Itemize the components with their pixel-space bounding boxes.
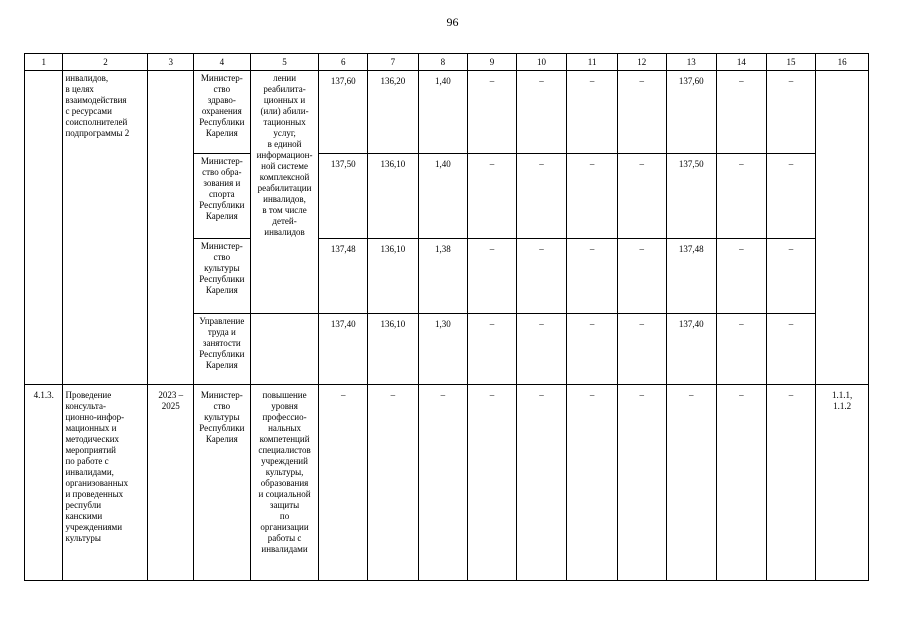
- value-cell: –: [468, 314, 517, 385]
- value-cell: 137,60: [666, 71, 717, 154]
- value-cell: –: [567, 239, 618, 314]
- value-cell: 1,40: [418, 71, 468, 154]
- value-cell: 137,40: [319, 314, 368, 385]
- value-cell: –: [666, 385, 717, 581]
- result-cell: повышение уровня профессио- нальных компетенций специалистов учреждений культуры, образования и социальной защиты по организации работы с инвалидами: [250, 385, 319, 581]
- column-number: 2: [63, 54, 148, 71]
- value-cell: 136,10: [368, 314, 419, 385]
- executor-cell: Министер- ство культуры Республики Карелия: [193, 385, 250, 581]
- row-number-cell: [25, 71, 63, 385]
- result-cell: лении реабилита- ционных и (или) абили- тационных услуг, в единой информацион- ной системе комплексной реабилитации инвалидов, в том числе детей- инвалидов: [250, 71, 319, 314]
- measure-name-cell: Проведение консульта- ционно-инфор- мационных и методических мероприятий по работе с инвалидами, организованных и проведенных республи канскими учреждениями культуры: [63, 385, 148, 581]
- value-cell: –: [617, 314, 666, 385]
- column-number: 7: [368, 54, 419, 71]
- value-cell: 1,40: [418, 154, 468, 239]
- row-number-cell: 4.1.3.: [25, 385, 63, 581]
- value-cell: 137,48: [666, 239, 717, 314]
- value-cell: –: [516, 71, 567, 154]
- value-cell: –: [766, 314, 816, 385]
- value-cell: 137,50: [666, 154, 717, 239]
- value-cell: –: [766, 71, 816, 154]
- column-number: 8: [418, 54, 468, 71]
- value-cell: 136,20: [368, 71, 419, 154]
- column-number: 10: [516, 54, 567, 71]
- value-cell: –: [516, 239, 567, 314]
- value-cell: –: [567, 154, 618, 239]
- value-cell: –: [567, 71, 618, 154]
- column-number: 9: [468, 54, 517, 71]
- value-cell: –: [468, 154, 517, 239]
- program-table: [24, 53, 869, 581]
- column-number: 1: [25, 54, 63, 71]
- column-number: 11: [567, 54, 618, 71]
- value-cell: 1,38: [418, 239, 468, 314]
- column-number: 3: [148, 54, 194, 71]
- value-cell: –: [766, 239, 816, 314]
- column-number: 5: [250, 54, 319, 71]
- value-cell: –: [617, 71, 666, 154]
- column-number: 15: [766, 54, 816, 71]
- value-cell: 137,48: [319, 239, 368, 314]
- value-cell: 137,50: [319, 154, 368, 239]
- column-number: 4: [193, 54, 250, 71]
- column-numbers-row: [25, 54, 869, 71]
- value-cell: 137,40: [666, 314, 717, 385]
- value-cell: –: [766, 385, 816, 581]
- value-cell: –: [319, 385, 368, 581]
- value-cell: –: [368, 385, 419, 581]
- column-number: 13: [666, 54, 717, 71]
- column-number: 14: [717, 54, 767, 71]
- measure-name-cell: инвалидов, в целях взаимодействия с ресурсами соисполнителей подпрограммы 2: [63, 71, 148, 385]
- value-cell: –: [567, 385, 618, 581]
- value-cell: –: [717, 71, 767, 154]
- table-row: [25, 71, 869, 154]
- period-cell: [148, 71, 194, 385]
- table-row: [25, 385, 869, 581]
- executor-cell: Министер- ство культуры Республики Карелия: [193, 239, 250, 314]
- column-number: 6: [319, 54, 368, 71]
- value-cell: –: [468, 71, 517, 154]
- value-cell: –: [418, 385, 468, 581]
- value-cell: –: [617, 385, 666, 581]
- value-cell: 136,10: [368, 154, 419, 239]
- value-cell: –: [617, 239, 666, 314]
- value-cell: –: [468, 385, 517, 581]
- value-cell: 136,10: [368, 239, 419, 314]
- value-cell: –: [717, 314, 767, 385]
- value-cell: –: [717, 385, 767, 581]
- value-cell: –: [468, 239, 517, 314]
- result-cell-empty: [250, 314, 319, 385]
- executor-cell: Управление труда и занятости Республики Карелия: [193, 314, 250, 385]
- value-cell: –: [516, 154, 567, 239]
- value-cell: –: [717, 154, 767, 239]
- links-cell: 1.1.1, 1.1.2: [816, 385, 869, 581]
- value-cell: –: [567, 314, 618, 385]
- executor-cell: Министер- ство обра- зования и спорта Республики Карелия: [193, 154, 250, 239]
- value-cell: –: [516, 385, 567, 581]
- executor-cell: Министер- ство здраво- охранения Республики Карелия: [193, 71, 250, 154]
- page-number: 96: [446, 15, 459, 29]
- value-cell: –: [717, 239, 767, 314]
- links-cell: [816, 71, 869, 385]
- value-cell: –: [617, 154, 666, 239]
- column-number: 16: [816, 54, 869, 71]
- value-cell: –: [516, 314, 567, 385]
- period-cell: 2023 – 2025: [148, 385, 194, 581]
- value-cell: –: [766, 154, 816, 239]
- value-cell: 1,30: [418, 314, 468, 385]
- column-number: 12: [617, 54, 666, 71]
- value-cell: 137,60: [319, 71, 368, 154]
